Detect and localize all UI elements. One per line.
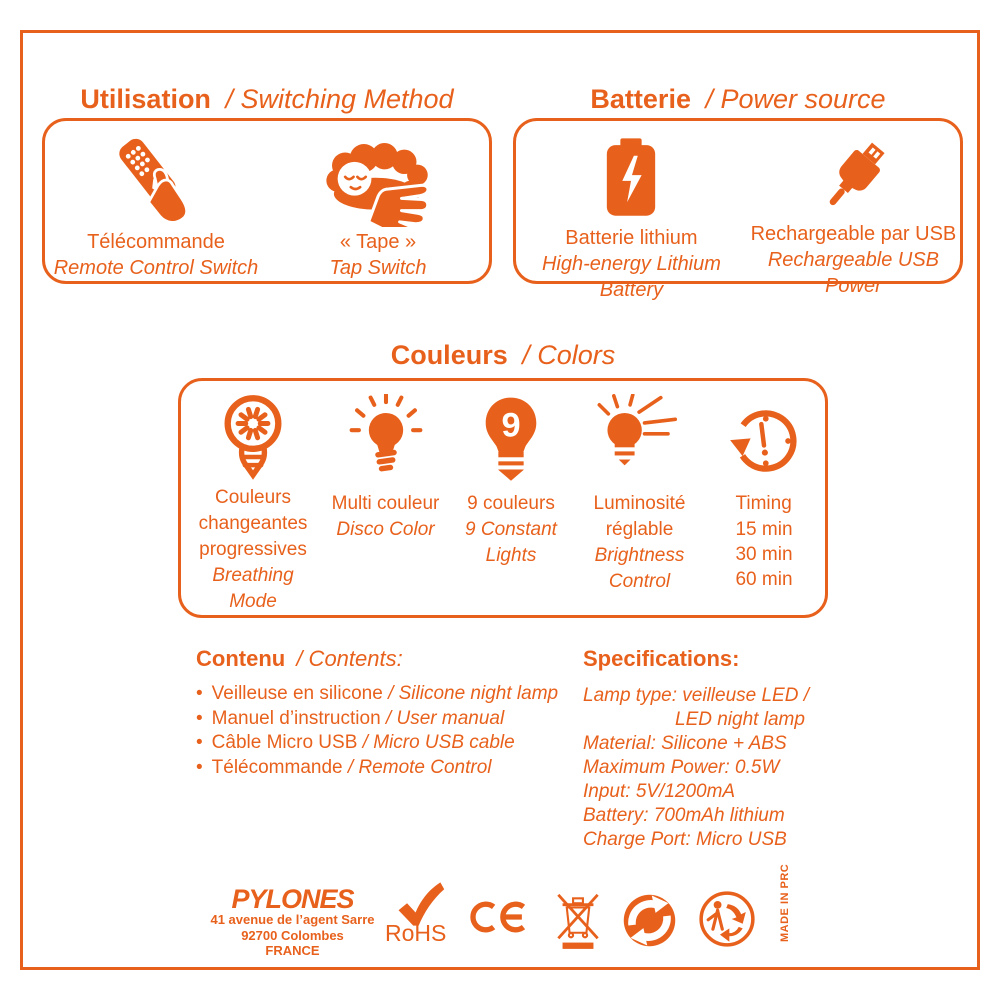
utilisation-title: [42, 84, 492, 114]
usb-column: [747, 137, 960, 297]
green-dot-icon: [623, 894, 676, 947]
spec-battery: Battery: 700mAh lithium: [583, 805, 785, 826]
brand-address-line2: 92700 Colombes: [241, 927, 344, 943]
contenu-title-fr: Contenu: [196, 646, 286, 671]
remote-label-fr: Télécommande: [87, 231, 225, 253]
contenu-item: • Télécommande / Remote Control: [196, 756, 492, 778]
rohs-mark: [385, 880, 455, 950]
remote-label-en: Remote Control Switch: [53, 257, 259, 279]
couleurs-title-fr: Couleurs: [390, 340, 508, 370]
brand-logo: PYLONES: [231, 884, 354, 914]
breathing-column: [187, 391, 319, 615]
contenu-list: [196, 682, 586, 780]
timing-15: 15 min: [735, 519, 793, 540]
brand-address-line1: 41 avenue de l’agent Sarre: [210, 912, 375, 927]
contenu-item: • Veilleuse en silicone / Silicone night lamp: [196, 683, 559, 704]
disco-column: [323, 391, 449, 615]
timing-60: 60 min: [735, 569, 793, 590]
couleurs-title: [178, 340, 828, 370]
spec-material: Material: Silicone + ABS: [583, 733, 787, 754]
utilisation-title-fr: Utilisation: [80, 84, 211, 114]
spec-lamp-type: Lamp type: veilleuse LED /: [583, 685, 810, 706]
tap-label-fr: « Tape »: [339, 231, 417, 253]
breathing-label-en: Breathing Mode: [212, 565, 294, 612]
contenu-title: [196, 646, 586, 672]
usb-label-en: Rechargeable USB Power: [767, 249, 940, 297]
spec-lamp-type-2: LED night lamp: [675, 709, 805, 730]
ce-mark-icon: [468, 896, 532, 938]
battery-icon: [602, 137, 660, 219]
breathing-label-fr: Couleurs changeantes progressives: [198, 487, 308, 560]
nine-colors-label-fr: 9 couleurs: [467, 493, 555, 514]
couleurs-title-en: / Colors: [522, 340, 616, 370]
remote-column: [45, 135, 267, 281]
disco-label-fr: Multi couleur: [331, 493, 440, 514]
specifications-title: Specifications:: [583, 646, 740, 671]
contenu-title-en: / Contents:: [296, 646, 403, 671]
battery-column: [516, 137, 747, 301]
spec-input: Input: 5V/1200mA: [583, 781, 736, 802]
timing-30: 30 min: [735, 544, 793, 565]
brand-block: [185, 886, 400, 959]
couleurs-box: [178, 378, 828, 618]
batterie-title-fr: Batterie: [590, 84, 691, 114]
brightness-column: [574, 391, 706, 615]
brand-address-line3: FRANCE: [265, 943, 320, 958]
timing-label-fr: Timing: [735, 493, 792, 514]
nine-colors-bulb-icon: [473, 391, 549, 491]
battery-label-en: High-energy Lithium Battery: [541, 253, 721, 301]
tap-column: [267, 135, 489, 281]
nine-colors-column: [452, 391, 570, 615]
triman-icon: [698, 890, 756, 948]
tap-hand-icon: [317, 135, 439, 229]
breathing-bulb-icon: [215, 391, 291, 485]
spec-max-power: Maximum Power: 0.5W: [583, 757, 780, 778]
tap-label-en: Tap Switch: [329, 257, 427, 279]
contenu-item: • Câble Micro USB / Micro USB cable: [196, 732, 515, 753]
battery-label-fr: Batterie lithium: [565, 227, 698, 249]
brightness-label-en: Brightness Control: [594, 545, 685, 592]
usb-plug-icon: [808, 137, 898, 219]
batterie-title: [513, 84, 963, 114]
brightness-label-fr: Luminosité réglable: [593, 493, 686, 540]
batterie-box: [513, 118, 963, 301]
svg-text:9: 9: [501, 406, 521, 445]
made-in-label: MADE IN PRC: [779, 863, 791, 942]
brightness-bulb-icon: [590, 391, 690, 491]
nine-colors-label-en: 9 Constant Lights: [465, 519, 557, 566]
batterie-title-en: / Power source: [705, 84, 886, 114]
timing-label-block: [735, 491, 792, 592]
timer-clock-icon: [723, 391, 805, 491]
rohs-label: RoHS: [385, 920, 447, 946]
usb-label-fr: Rechargeable par USB: [750, 223, 957, 245]
utilisation-box: [42, 118, 492, 284]
weee-bin-icon: [552, 885, 604, 951]
specifications-section: [583, 646, 923, 852]
spec-charge-port: Charge Port: Micro USB: [583, 829, 787, 850]
disco-label-en: Disco Color: [336, 519, 435, 540]
contenu-item: • Manuel d’instruction / User manual: [196, 707, 505, 729]
disco-bulb-icon: [348, 391, 424, 491]
utilisation-title-en: / Switching Method: [225, 84, 454, 114]
remote-control-icon: [103, 135, 209, 229]
timing-column: [709, 391, 819, 615]
contenu-section: [196, 646, 586, 780]
